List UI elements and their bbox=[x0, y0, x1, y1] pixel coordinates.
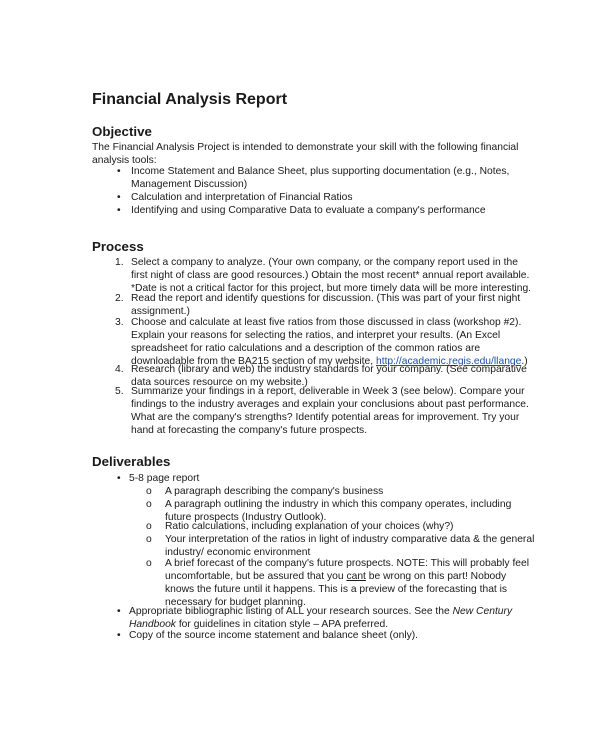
process-item-line: Choose and calculate at least five ratios from those discussed in class (workshop #2). bbox=[131, 317, 522, 328]
process-item-line: findings to the industry averages and explain your conclusions about past performance. bbox=[131, 399, 529, 410]
process-item-line: *Date is not a critical factor for this project, but more timely data will be more interesting. bbox=[131, 283, 532, 294]
process-item-line: hand at forecasting the company's future prospects. bbox=[131, 425, 368, 436]
list-number: 1. bbox=[115, 257, 124, 268]
forecast-line bbox=[165, 570, 529, 583]
report-subitem-line: A paragraph describing the company's business bbox=[165, 486, 384, 497]
book-title: Handbook bbox=[129, 619, 176, 630]
objective-bullet-line: Income Statement and Balance Sheet, plus supporting documentation (e.g., Notes, bbox=[131, 166, 510, 177]
report-subitem-line: Ratio calculations, including explanation of your choices (why?) bbox=[165, 521, 454, 532]
report-subitem bbox=[165, 520, 453, 533]
process-item-line: spreadsheet for ratio calculations and a description of the common ratios are bbox=[131, 343, 481, 354]
process-item-line: Select a company to analyze. (Your own company, or the company report used in the bbox=[131, 257, 518, 268]
process-item bbox=[131, 256, 531, 295]
deliverable-copy: Copy of the source income statement and balance sheet (only). bbox=[129, 630, 419, 641]
objective-intro-line: The Financial Analysis Project is intended to demonstrate your skill with the following financial bbox=[92, 142, 519, 153]
bullet-marker: • bbox=[117, 166, 121, 177]
process-item-line: data sources resource on my website.) bbox=[131, 377, 308, 388]
process-item-line: What are the company's strengths? Identify potential areas for improvement. Try your bbox=[131, 412, 520, 423]
link-line-prefix: downloadable from the BA215 section of my website, bbox=[131, 356, 376, 367]
objective-intro bbox=[92, 141, 518, 167]
forecast-line: knows the future until it happens. This is a preview of the forecasting that is bbox=[165, 584, 508, 595]
objective-heading: Objective bbox=[92, 124, 152, 139]
document-title: Financial Analysis Report bbox=[92, 91, 288, 108]
objective-intro-line: analysis tools: bbox=[92, 155, 157, 166]
book-title: New Century bbox=[452, 606, 513, 617]
sub-marker: o bbox=[146, 499, 152, 510]
objective-bullet-line: Calculation and interpretation of Financial Ratios bbox=[131, 192, 353, 203]
process-heading: Process bbox=[92, 239, 144, 254]
forecast-line: necessary for budget planning. bbox=[165, 597, 306, 608]
process-item bbox=[131, 292, 520, 318]
bibliography-line bbox=[129, 605, 512, 618]
list-number: 3. bbox=[115, 317, 124, 328]
link-line-suffix: .) bbox=[521, 356, 528, 367]
deliverable-report: 5-8 page report bbox=[129, 473, 200, 484]
website-link[interactable]: http://academic.regis.edu/llange bbox=[375, 356, 522, 367]
process-item-line: first night of class are good resources.) Obtain the most recent* annual report available. bbox=[131, 270, 530, 281]
bullet-marker: • bbox=[117, 606, 121, 617]
report-subitem-forecast bbox=[165, 557, 529, 609]
deliverables-heading: Deliverables bbox=[92, 454, 171, 469]
objective-bullet-line: Identifying and using Comparative Data to evaluate a company's performance bbox=[131, 205, 486, 216]
process-item bbox=[131, 385, 529, 437]
process-item-line: Explain your reasons for selecting the ratios, and interpret your results. (An Excel bbox=[131, 330, 501, 341]
forecast-text: be wrong on this part! Nobody bbox=[365, 571, 507, 582]
list-number: 4. bbox=[115, 364, 124, 375]
objective-bullet bbox=[131, 204, 486, 217]
bullet-marker: • bbox=[117, 473, 121, 484]
bibliography-text: Appropriate bibliographic listing of ALL your research sources. See the bbox=[129, 606, 453, 617]
process-item-line: Research (library and web) the industry standards for your company. (See comparative bbox=[131, 364, 527, 375]
objective-bullet bbox=[131, 165, 509, 191]
bullet-marker: • bbox=[117, 192, 121, 203]
objective-bullet-line: Management Discussion) bbox=[131, 179, 248, 190]
bullet-marker: • bbox=[117, 205, 121, 216]
list-number: 5. bbox=[115, 386, 124, 397]
forecast-line: A brief forecast of the company's future prospects. NOTE: This will probably feel bbox=[165, 558, 530, 569]
report-subitem bbox=[165, 533, 534, 559]
deliverable-bibliography bbox=[129, 605, 512, 631]
bullet-marker: • bbox=[117, 630, 121, 641]
bibliography-text: for guidelines in citation style – APA preferred. bbox=[175, 619, 389, 630]
process-item bbox=[131, 316, 528, 368]
objective-bullet bbox=[131, 191, 353, 204]
underlined-word: cant bbox=[346, 571, 366, 582]
process-item-line: Summarize your findings in a report, deliverable in Week 3 (see below). Compare your bbox=[131, 386, 525, 397]
report-subitem-line: Your interpretation of the ratios in light of industry comparative data & the general bbox=[165, 534, 535, 545]
report-subitem bbox=[165, 485, 383, 498]
sub-marker: o bbox=[146, 534, 152, 545]
sub-marker: o bbox=[146, 558, 152, 569]
report-subitem-line: A paragraph outlining the industry in which this company operates, including bbox=[165, 499, 512, 510]
list-number: 2. bbox=[115, 293, 124, 304]
forecast-text: uncomfortable, but be assured that you bbox=[165, 571, 347, 582]
report-subitem-line: future prospects (Industry Outlook). bbox=[165, 512, 327, 523]
process-item-line: assignment.) bbox=[131, 306, 190, 317]
report-subitem-line: industry/ economic environment bbox=[165, 547, 311, 558]
sub-marker: o bbox=[146, 486, 152, 497]
process-item-line: Read the report and identify questions for discussion. (This was part of your first night bbox=[131, 293, 521, 304]
sub-marker: o bbox=[146, 521, 152, 532]
